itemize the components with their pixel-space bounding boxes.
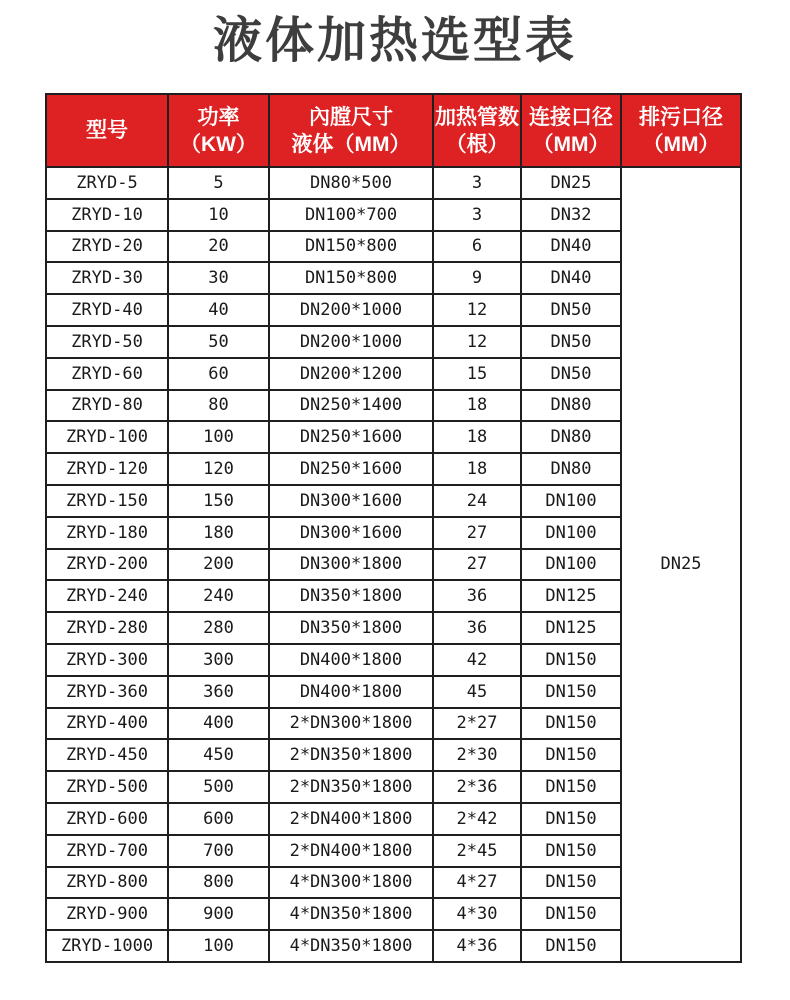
cell-power: 280: [168, 612, 269, 644]
cell-model: ZRYD-10: [46, 199, 168, 231]
cell-connection-diameter: DN100: [521, 549, 621, 581]
cell-power: 120: [168, 453, 269, 485]
selection-table: [45, 93, 742, 963]
col-header-drain-diameter-line2: （MM）: [642, 132, 720, 156]
cell-power: 240: [168, 580, 269, 612]
cell-connection-diameter: DN100: [521, 485, 621, 517]
cell-power: 30: [168, 262, 269, 294]
col-header-tube-count-line1: 加热管数: [435, 105, 519, 129]
cell-connection-diameter: DN150: [521, 867, 621, 899]
cell-model: ZRYD-20: [46, 231, 168, 263]
cell-connection-diameter: DN50: [521, 326, 621, 358]
col-header-connection-diameter: [521, 94, 621, 167]
cell-chamber-size: DN200*1000: [269, 294, 433, 326]
cell-power: 360: [168, 676, 269, 708]
cell-power: 180: [168, 517, 269, 549]
cell-connection-diameter: DN80: [521, 421, 621, 453]
cell-chamber-size: 4*DN300*1800: [269, 867, 433, 899]
cell-chamber-size: DN300*1600: [269, 485, 433, 517]
cell-model: ZRYD-450: [46, 739, 168, 771]
cell-power: 700: [168, 835, 269, 867]
table-row: [46, 167, 741, 199]
cell-model: ZRYD-240: [46, 580, 168, 612]
col-header-drain-diameter: [621, 94, 741, 167]
cell-connection-diameter: DN125: [521, 580, 621, 612]
cell-tube-count: 2*45: [433, 835, 521, 867]
cell-power: 100: [168, 421, 269, 453]
col-header-connection-diameter-line1: 连接口径: [529, 105, 613, 129]
cell-connection-diameter: DN150: [521, 708, 621, 740]
cell-tube-count: 18: [433, 421, 521, 453]
cell-chamber-size: DN400*1800: [269, 676, 433, 708]
cell-model: ZRYD-5: [46, 167, 168, 199]
cell-power: 60: [168, 358, 269, 390]
cell-tube-count: 18: [433, 453, 521, 485]
cell-tube-count: 4*36: [433, 930, 521, 962]
cell-power: 150: [168, 485, 269, 517]
cell-tube-count: 4*30: [433, 898, 521, 930]
cell-chamber-size: 2*DN350*1800: [269, 739, 433, 771]
cell-model: ZRYD-120: [46, 453, 168, 485]
cell-connection-diameter: DN125: [521, 612, 621, 644]
col-header-power: [168, 94, 269, 167]
cell-tube-count: 3: [433, 167, 521, 199]
col-header-chamber-size-line2: 液体（MM）: [291, 132, 411, 156]
cell-tube-count: 42: [433, 644, 521, 676]
cell-connection-diameter: DN80: [521, 453, 621, 485]
cell-connection-diameter: DN150: [521, 803, 621, 835]
cell-tube-count: 2*36: [433, 771, 521, 803]
col-header-chamber-size: [269, 94, 433, 167]
cell-chamber-size: DN200*1200: [269, 358, 433, 390]
cell-connection-diameter: DN50: [521, 294, 621, 326]
cell-connection-diameter: DN100: [521, 517, 621, 549]
cell-power: 900: [168, 898, 269, 930]
cell-model: ZRYD-180: [46, 517, 168, 549]
cell-chamber-size: 4*DN350*1800: [269, 930, 433, 962]
col-header-tube-count-line2: （根）: [445, 132, 509, 156]
cell-model: ZRYD-40: [46, 294, 168, 326]
col-header-power-line2: （KW）: [180, 132, 257, 156]
cell-chamber-size: DN200*1000: [269, 326, 433, 358]
col-header-tube-count: [433, 94, 521, 167]
cell-connection-diameter: DN150: [521, 644, 621, 676]
cell-chamber-size: DN150*800: [269, 231, 433, 263]
cell-connection-diameter: DN150: [521, 930, 621, 962]
header-row: [46, 94, 741, 167]
cell-model: ZRYD-280: [46, 612, 168, 644]
cell-tube-count: 6: [433, 231, 521, 263]
cell-connection-diameter: DN150: [521, 835, 621, 867]
cell-tube-count: 27: [433, 549, 521, 581]
cell-power: 600: [168, 803, 269, 835]
cell-model: ZRYD-300: [46, 644, 168, 676]
cell-tube-count: 15: [433, 358, 521, 390]
cell-power: 800: [168, 867, 269, 899]
cell-connection-diameter: DN40: [521, 262, 621, 294]
cell-tube-count: 2*42: [433, 803, 521, 835]
col-header-power-line1: 功率: [197, 105, 240, 129]
cell-tube-count: 3: [433, 199, 521, 231]
col-header-model: [46, 94, 168, 167]
cell-power: 300: [168, 644, 269, 676]
cell-power: 80: [168, 390, 269, 422]
col-header-drain-diameter-line1: 排污口径: [639, 105, 723, 129]
cell-power: 100: [168, 930, 269, 962]
cell-chamber-size: DN300*1800: [269, 549, 433, 581]
cell-tube-count: 12: [433, 294, 521, 326]
cell-connection-diameter: DN150: [521, 676, 621, 708]
cell-chamber-size: DN400*1800: [269, 644, 433, 676]
cell-connection-diameter: DN150: [521, 771, 621, 803]
cell-chamber-size: 2*DN400*1800: [269, 803, 433, 835]
cell-tube-count: 36: [433, 612, 521, 644]
cell-model: ZRYD-50: [46, 326, 168, 358]
cell-model: ZRYD-700: [46, 835, 168, 867]
cell-connection-diameter: DN25: [521, 167, 621, 199]
cell-model: ZRYD-80: [46, 390, 168, 422]
cell-power: 450: [168, 739, 269, 771]
cell-chamber-size: 2*DN300*1800: [269, 708, 433, 740]
cell-tube-count: 9: [433, 262, 521, 294]
cell-model: ZRYD-400: [46, 708, 168, 740]
cell-connection-diameter: DN80: [521, 390, 621, 422]
cell-tube-count: 24: [433, 485, 521, 517]
col-header-connection-diameter-line2: （MM）: [532, 132, 610, 156]
cell-power: 20: [168, 231, 269, 263]
cell-model: ZRYD-30: [46, 262, 168, 294]
cell-power: 5: [168, 167, 269, 199]
cell-tube-count: 12: [433, 326, 521, 358]
cell-power: 500: [168, 771, 269, 803]
cell-chamber-size: DN250*1600: [269, 421, 433, 453]
cell-connection-diameter: DN50: [521, 358, 621, 390]
cell-model: ZRYD-100: [46, 421, 168, 453]
cell-tube-count: 2*27: [433, 708, 521, 740]
cell-chamber-size: DN300*1600: [269, 517, 433, 549]
cell-model: ZRYD-800: [46, 867, 168, 899]
cell-model: ZRYD-900: [46, 898, 168, 930]
cell-tube-count: 27: [433, 517, 521, 549]
cell-power: 200: [168, 549, 269, 581]
cell-chamber-size: DN350*1800: [269, 580, 433, 612]
cell-chamber-size: DN350*1800: [269, 612, 433, 644]
cell-model: ZRYD-200: [46, 549, 168, 581]
cell-connection-diameter: DN150: [521, 898, 621, 930]
cell-model: ZRYD-500: [46, 771, 168, 803]
cell-connection-diameter: DN40: [521, 231, 621, 263]
cell-tube-count: 18: [433, 390, 521, 422]
cell-model: ZRYD-1000: [46, 930, 168, 962]
cell-model: ZRYD-60: [46, 358, 168, 390]
cell-chamber-size: 2*DN350*1800: [269, 771, 433, 803]
col-header-model-line1: 型号: [86, 119, 128, 142]
cell-chamber-size: DN250*1600: [269, 453, 433, 485]
page-title: 液体加热选型表: [212, 14, 577, 68]
cell-connection-diameter: DN150: [521, 739, 621, 771]
cell-chamber-size: 4*DN350*1800: [269, 898, 433, 930]
col-header-chamber-size-line1: 內膛尺寸: [309, 105, 393, 129]
cell-chamber-size: DN250*1400: [269, 390, 433, 422]
cell-model: ZRYD-600: [46, 803, 168, 835]
cell-power: 400: [168, 708, 269, 740]
cell-tube-count: 45: [433, 676, 521, 708]
cell-connection-diameter: DN32: [521, 199, 621, 231]
cell-tube-count: 36: [433, 580, 521, 612]
cell-chamber-size: 2*DN400*1800: [269, 835, 433, 867]
cell-drain-diameter-merged: DN25: [621, 167, 741, 962]
cell-chamber-size: DN80*500: [269, 167, 433, 199]
cell-chamber-size: DN150*800: [269, 262, 433, 294]
cell-power: 10: [168, 199, 269, 231]
cell-chamber-size: DN100*700: [269, 199, 433, 231]
cell-power: 50: [168, 326, 269, 358]
cell-tube-count: 4*27: [433, 867, 521, 899]
cell-model: ZRYD-150: [46, 485, 168, 517]
cell-power: 40: [168, 294, 269, 326]
cell-tube-count: 2*30: [433, 739, 521, 771]
cell-model: ZRYD-360: [46, 676, 168, 708]
